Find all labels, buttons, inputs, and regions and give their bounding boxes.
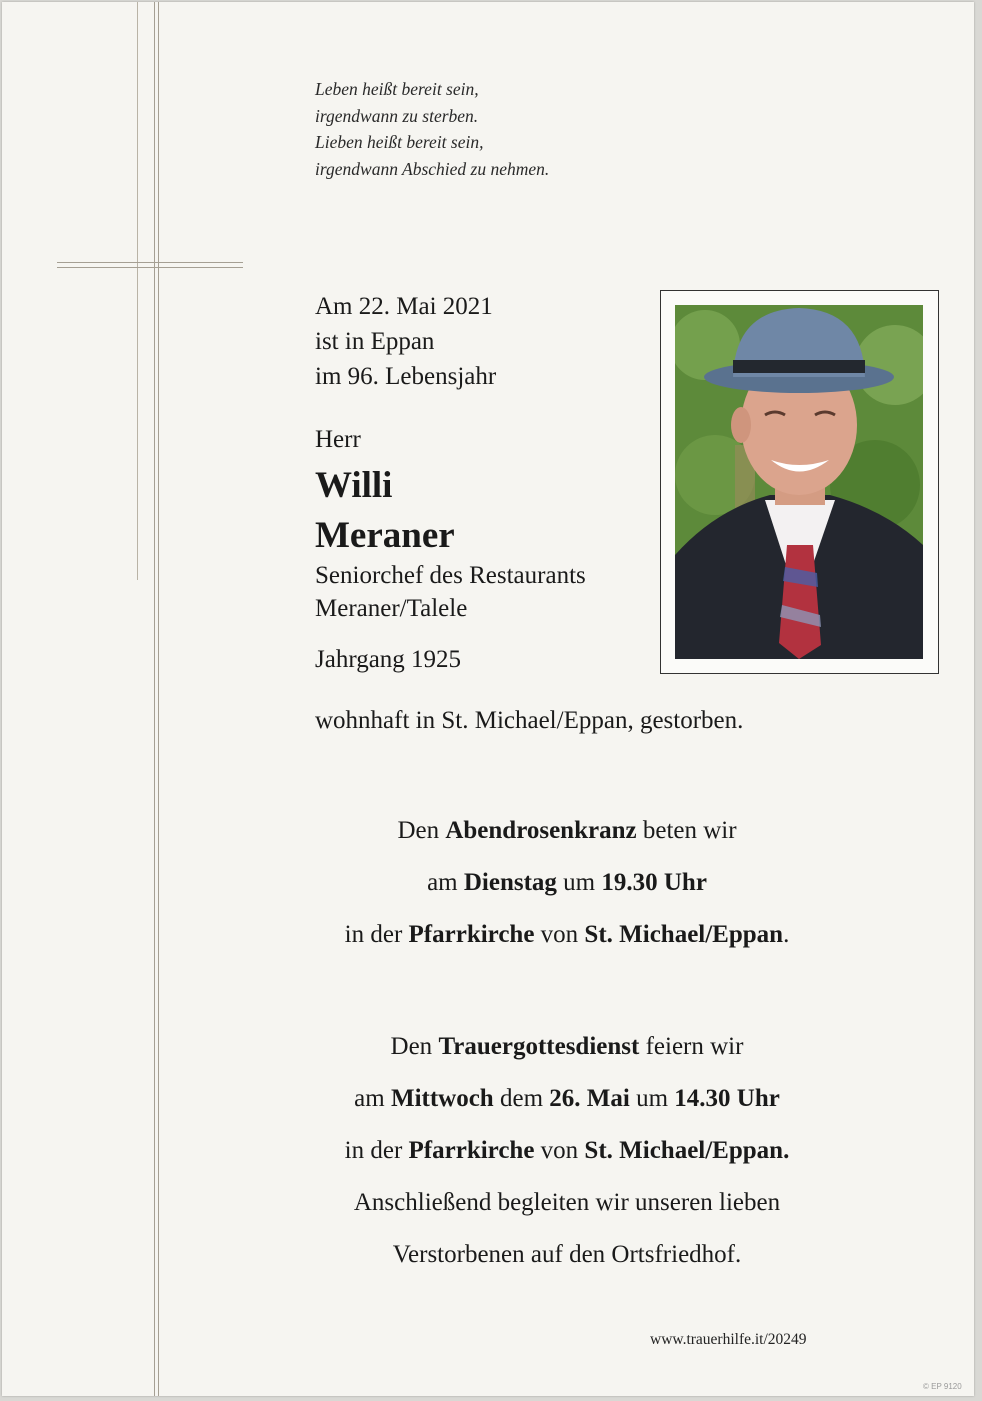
portrait-frame bbox=[660, 290, 939, 674]
text-span: feiern wir bbox=[639, 1033, 744, 1060]
emphasis: Dienstag bbox=[463, 869, 557, 896]
emphasis: Mittwoch bbox=[390, 1085, 494, 1112]
text-span: in der bbox=[344, 921, 409, 948]
text-span: von bbox=[534, 1137, 585, 1164]
emphasis: 14.30 Uhr bbox=[674, 1085, 780, 1112]
text-span: am bbox=[354, 1085, 391, 1112]
text-span: am bbox=[427, 869, 464, 896]
obituary-page bbox=[2, 2, 974, 1396]
emphasis: St. Michael/Eppan bbox=[584, 921, 784, 948]
text-span: um bbox=[556, 869, 602, 896]
text-span: Den bbox=[390, 1033, 439, 1060]
birth-year: Jahrgang 1925 bbox=[315, 646, 462, 673]
deceased-role bbox=[315, 559, 586, 625]
role-line: Meraner/Talele bbox=[315, 595, 468, 622]
emphasis: 19.30 Uhr bbox=[601, 869, 707, 896]
deceased-name bbox=[315, 461, 455, 561]
rosary-line bbox=[182, 909, 952, 961]
emphasis: Trauergottesdienst bbox=[438, 1033, 640, 1060]
funeral-line bbox=[182, 1125, 952, 1177]
print-code: © EP 9120 bbox=[923, 1382, 962, 1391]
text-span: dem bbox=[493, 1085, 550, 1112]
role-line: Seniorchef des Restaurants bbox=[315, 562, 586, 589]
emphasis: Pfarrkirche bbox=[408, 921, 535, 948]
portrait-illustration bbox=[675, 305, 923, 659]
funeral-line bbox=[182, 1073, 952, 1125]
funeral-line: Anschließend begleiten wir unseren lieben bbox=[353, 1189, 781, 1216]
poem-line: Leben heißt bereit sein, bbox=[315, 79, 479, 99]
cross-horizontal-beam bbox=[57, 262, 243, 268]
last-name: Meraner bbox=[315, 515, 455, 556]
poem-line: irgendwann zu sterben. bbox=[315, 105, 479, 126]
memorial-link[interactable]: www.trauerhilfe.it/20249 bbox=[650, 1331, 807, 1348]
rosary-announcement bbox=[182, 805, 952, 961]
emphasis: Pfarrkirche bbox=[408, 1137, 535, 1164]
cross-inner-line bbox=[137, 2, 138, 580]
age-line: im 96. Lebensjahr bbox=[315, 363, 497, 390]
rosary-line bbox=[182, 857, 952, 909]
death-place: ist in Eppan bbox=[315, 328, 435, 355]
poem-line: irgendwann Abschied zu nehmen. bbox=[315, 158, 550, 179]
text-span: in der bbox=[344, 1137, 409, 1164]
text-span: Den bbox=[397, 817, 446, 844]
text-span: um bbox=[629, 1085, 675, 1112]
text-span: von bbox=[534, 921, 585, 948]
death-date: Am 22. Mai 2021 bbox=[315, 293, 493, 320]
emphasis: St. Michael/Eppan. bbox=[584, 1137, 790, 1164]
funeral-announcement bbox=[182, 1021, 952, 1281]
text-span: beten wir bbox=[636, 817, 737, 844]
text-span: . bbox=[783, 921, 790, 948]
first-name: Willi bbox=[315, 465, 393, 506]
cross-vertical-beam bbox=[154, 2, 159, 1396]
rosary-line bbox=[182, 805, 952, 857]
funeral-line bbox=[182, 1021, 952, 1073]
funeral-line: Verstorbenen auf den Ortsfriedhof. bbox=[392, 1241, 742, 1268]
emphasis: Abendrosenkranz bbox=[445, 817, 637, 844]
portrait-photo bbox=[675, 305, 923, 659]
poem bbox=[315, 76, 549, 182]
salutation: Herr bbox=[315, 426, 361, 453]
emphasis: 26. Mai bbox=[549, 1085, 630, 1112]
death-notice-intro bbox=[315, 289, 496, 394]
poem-line: Lieben heißt bereit sein, bbox=[315, 132, 484, 152]
residence-line: wohnhaft in St. Michael/Eppan, gestorben. bbox=[315, 707, 744, 734]
